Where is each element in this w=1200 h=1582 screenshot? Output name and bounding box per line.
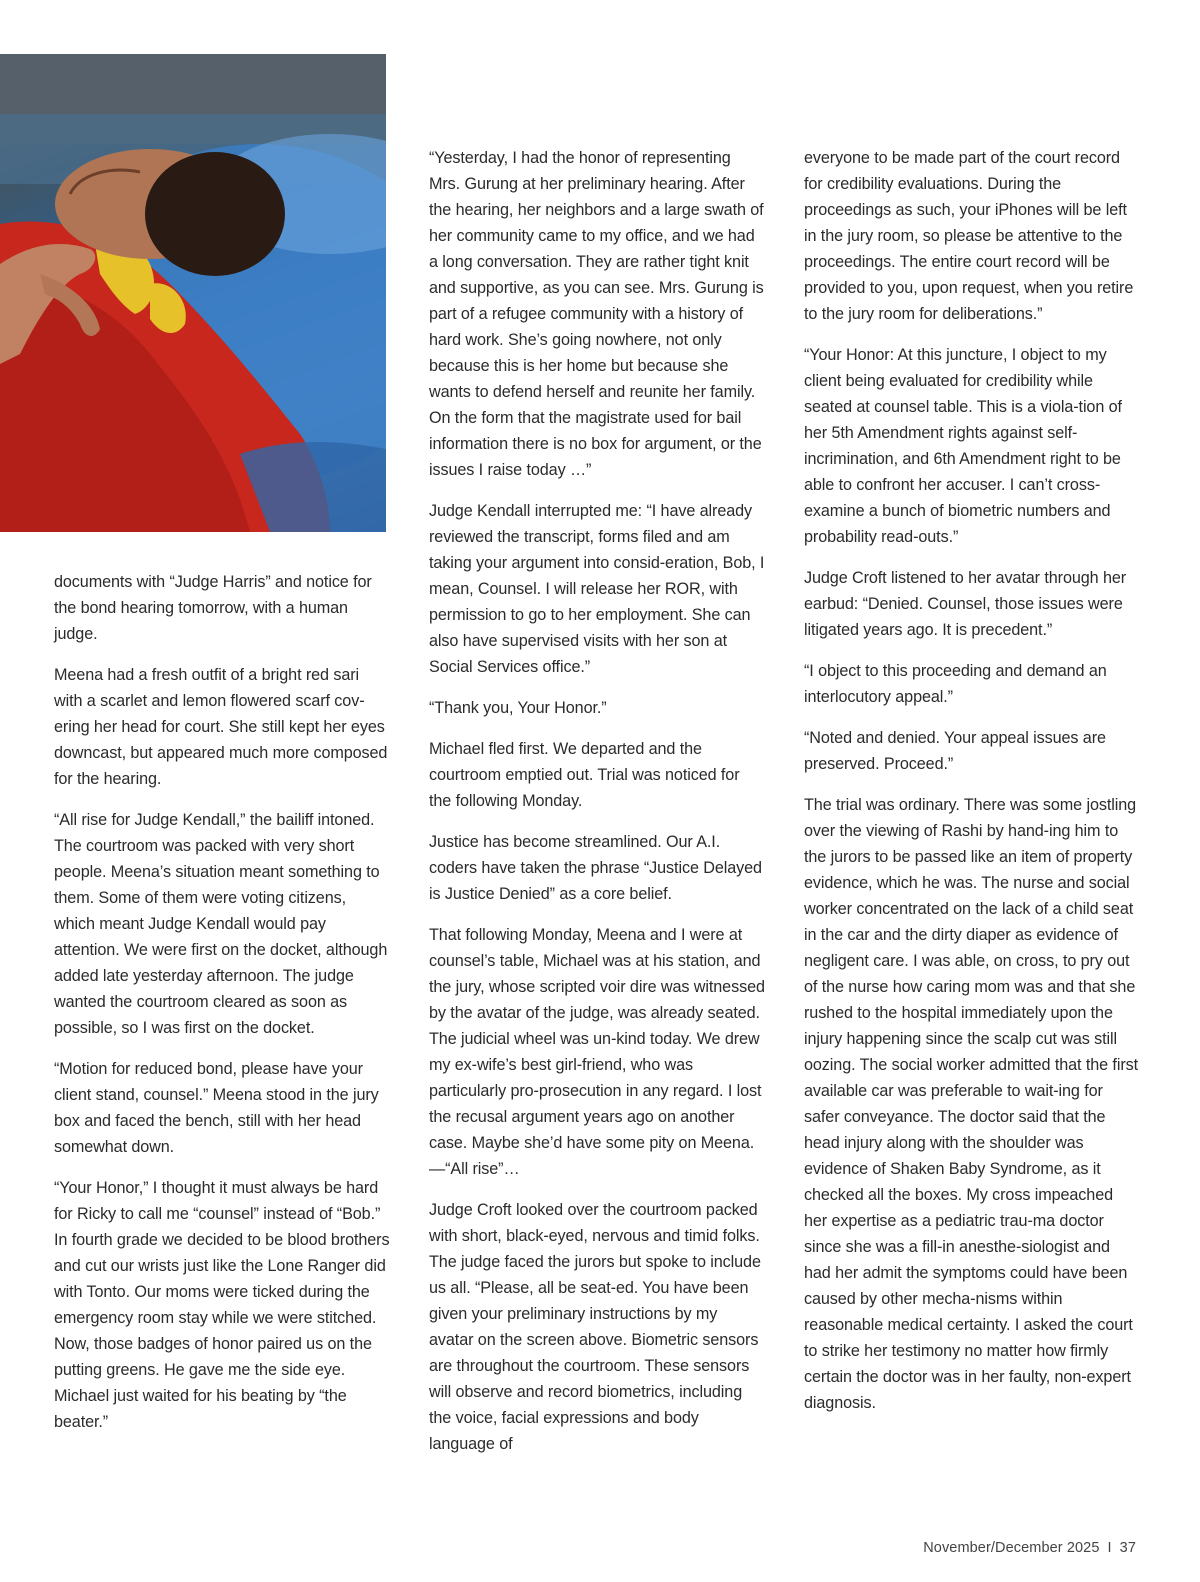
paragraph: That following Monday, Meena and I were at counsel’s table, Michael was at his station, and the jury, whose scripted voir dire was witnessed by the avatar of the judge, was already seated. The judicial wheel was un-kind today. We drew my ex-wife’s best girl-friend, who was particularly pro-prosecution in any regard. I lost the recusal argument years ago on another case. Maybe she’d have some pity on Meena. —“All rise”…	[429, 926, 765, 1178]
paragraph: Judge Kendall interrupted me: “I have already reviewed the transcript, forms filed and am taking your argument into consid-eration, Bob, I mean, Counsel. I will release her ROR, with permission to go to her employment. She can also have supervised visits with her son at Social Services office.”	[429, 502, 765, 676]
article-column-2	[429, 145, 765, 1472]
paragraph: The trial was ordinary. There was some jostling over the viewing of Rashi by hand-ing him to the jurors to be passed like an item of property evidence, which he was. The nurse and social worker concentrated on the lack of a child seat in the car and the dirty diaper as evidence of negligent care. I was able, on cross, to pry out of the nurse how caring mom was and that she rushed to the hospital immediately upon the injury happening since the scalp cut was still oozing. The social worker admitted that the first available car was preferable to wait-ing for safer conveyance. The doctor said that the head injury along with the shoulder was evidence of Shaken Baby Syndrome, as it checked all the boxes. My cross impeached her expertise as a pediatric trau-ma doctor since she was a fill-in anesthe-siologist and had her admit the symptoms could have been caused by other mecha-nisms within reasonable medical certainty. I asked the court to strike her testimony no matter how firmly certain the doctor was in her faulty, non-expert diagnosis.	[804, 796, 1139, 1412]
paragraph: documents with “Judge Harris” and notice for the bond hearing tomorrow, with a human judge.	[54, 573, 372, 643]
paragraph: “Your Honor: At this juncture, I object to my client being evaluated for credibility while seated at counsel table. This is a viola-tion of her 5th Amendment rights against self-incrimination, and 6th Amendment right to be able to confront her accuser. I can’t cross-examine a bunch of biometric numbers and probability read-outs.”	[804, 346, 1122, 546]
page-footer	[923, 1540, 1136, 1556]
page-number: 37	[1119, 1540, 1136, 1556]
paragraph: Meena had a fresh outfit of a bright red sari with a scarlet and lemon flowered scarf cov-ering her head for court. She still kept her eyes downcast, but appeared much more composed for the hearing.	[54, 666, 388, 788]
paragraph: “Noted and denied. Your appeal issues are preserved. Proceed.”	[804, 729, 1106, 773]
paragraph: Judge Croft listened to her avatar through her earbud: “Denied. Counsel, those issues were litigated years ago. It is precedent.”	[804, 569, 1127, 639]
paragraph: Judge Croft looked over the courtroom packed with short, black-eyed, nervous and timid folks. The judge faced the jurors but spoke to include us all. “Please, all be seat-ed. You have been given your preliminary instructions by my avatar on the screen above. Biometric sensors are throughout the courtroom. These sensors will observe and record biometrics, including the voice, facial expressions and body language of	[429, 1201, 761, 1453]
paragraph: Justice has become streamlined. Our A.I. coders have taken the phrase “Justice Delayed is Justice Denied” as a core belief.	[429, 833, 762, 903]
paragraph: “All rise for Judge Kendall,” the bailiff intoned. The courtroom was packed with very short people. Meena’s situation meant something to them. Some of them were voting citizens, which meant Judge Kendall would pay attention. We were first on the docket, although added late yesterday afternoon. The judge wanted the courtroom cleared as soon as possible, so I was first on the docket.	[54, 811, 388, 1037]
article-column-3	[804, 145, 1140, 1431]
photo-sleeping-child-icon	[0, 54, 386, 532]
paragraph: “Your Honor,” I thought it must always be hard for Ricky to call me “counsel” instead of “Bob.” In fourth grade we decided to be blood brothers and cut our wrists just like the Lone Ranger did with Tonto. Our moms were ticked during the emergency room stay while we were stitched. Now, those badges of honor paired us on the putting greens. He gave me the side eye. Michael just waited for his beating by “the beater.”	[54, 1179, 390, 1431]
paragraph: “Yesterday, I had the honor of representing Mrs. Gurung at her preliminary hearing. After the hearing, her neighbors and a large swath of her community came to my office, and we had a long conversation. They are rather tight knit and supportive, as you can see. Mrs. Gurung is part of a refugee community with a history of hard work. She’s going nowhere, not only because this is her home but because she wants to defend herself and reunite her family. On the form that the magistrate used for bail information there is no box for argument, or the issues I raise today …”	[429, 149, 764, 479]
issue-date: November/December 2025	[923, 1540, 1100, 1556]
paragraph: “Motion for reduced bond, please have your client stand, counsel.” Meena stood in the jury box and faced the bench, still with her head somewhat down.	[54, 1060, 379, 1156]
footer-separator: I	[1107, 1540, 1112, 1556]
paragraph: “I object to this proceeding and demand an interlocutory appeal.”	[804, 662, 1107, 706]
article-photo	[0, 54, 386, 532]
paragraph: “Thank you, Your Honor.”	[429, 699, 607, 717]
paragraph: everyone to be made part of the court record for credibility evaluations. During the proceedings as such, your iPhones will be left in the jury room, so please be attentive to the proceedings. The entire court record will be provided to you, upon request, when you retire to the jury room for deliberations.”	[804, 149, 1134, 323]
paragraph: Michael fled first. We departed and the courtroom emptied out. Trial was noticed for the following Monday.	[429, 740, 740, 810]
article-column-1	[54, 569, 390, 1450]
